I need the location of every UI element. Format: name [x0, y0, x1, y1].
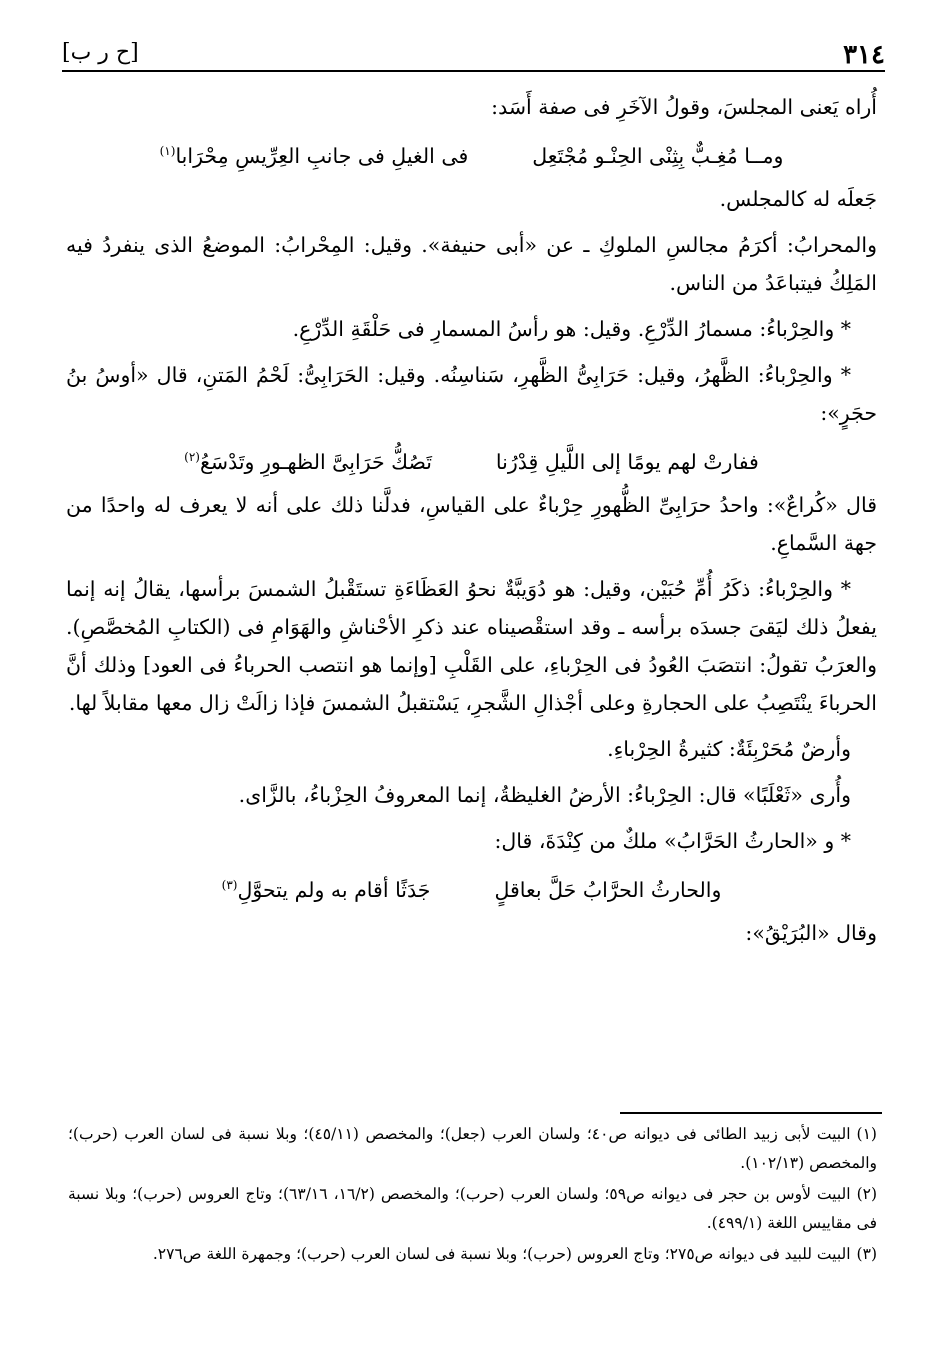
paragraph: وأرضٌ مُحَرْبِئَةٌ: كثيرةُ الحِرْباءِ.: [607, 737, 851, 761]
footnote-number: (٣): [856, 1245, 877, 1263]
paragraph: * والحِرْباءُ: مسمارُ الدِّرْعِ. وقيل: هو رأسُ المسمارِ فى حَلْقَةِ الدِّرْعِ.: [292, 317, 851, 341]
footnote: [68, 1240, 877, 1269]
verse-first-hemistich: ففارتْ لهم يومًا إلى اللَّيلِ قِدْرُنا: [495, 450, 759, 474]
verse-text: جَدَثًا أقام به ولم يتحوَّلِ: [237, 878, 431, 902]
verse-1: [66, 136, 877, 176]
verse-second-hemistich: [222, 870, 431, 910]
footnote-marker: (٣): [221, 878, 238, 893]
verse-text: فى الغيلِ فى جانبِ العِرِّيسِ مِحْرَابا: [175, 144, 469, 168]
header-rule: [62, 70, 885, 72]
paragraph: * والحِرْباءُ: الظَّهرُ، وقيل: حَرَابِىُّ الظَّهرِ، سَناسِنُه. وقيل: الحَرَابِىُّ: لَحْمُ المَتنِ، قال «أوسُ بنُ حجَرٍ»:: [66, 363, 877, 425]
page-header: [62, 38, 885, 74]
footnote: [68, 1120, 877, 1178]
paragraph: أُراه يَعنى المجلسَ، وقولُ الآخَرِ فى صفة أَسَد:: [491, 95, 877, 119]
footnote-rule: [620, 1112, 882, 1114]
footnote-number: (٢): [856, 1185, 878, 1203]
paragraph: وأُرى «ثَعْلَبًا» قال: الحِرْباءُ: الأرضُ الغليظةُ، إنما المعروفُ الحِزْباءُ، بالزَّاى.: [238, 783, 851, 807]
page-number: ٣١٤: [843, 40, 885, 70]
footnote-number: (١): [856, 1125, 877, 1143]
footnote-text: البيت لأوس بن حجر فى ديوانه ص٥٩؛ ولسان العرب (حرب)؛ والمخصص (١٦/٢، ٦٣/١٦)؛ وتاج العروس (حرب)؛ وبلا نسبة فى مقاييس اللغة (٤٩٩/١).: [68, 1185, 877, 1232]
main-text: [66, 88, 877, 952]
verse-first-hemistich: ومــا مُغِـبٌّ بِثِنْى الحِنْـو مُجْتَعِل: [532, 144, 784, 168]
verse-text: تَصُكُّ حَرَابِىَّ الظهـورِ وتَدْسَعُ: [199, 450, 432, 474]
verse-second-hemistich: [160, 136, 469, 176]
paragraph: جَعلَه له كالمجلس.: [719, 187, 877, 211]
paragraph: والمحرابُ: أكرَمُ مجالسِ الملوكِ ـ عن «أبى حنيفة». وقيل: المِحْرابُ: الموضعُ الذى ينفردُ فيه المَلِكُ فيتباعَدُ من الناس.: [66, 233, 877, 295]
paragraph: * والحِرْباءُ: ذكَرُ أُمِّ حُبَيْن، وقيل: هو دُوَيبَّةٌ نحوُ العَظَاءَةِ تستَقْبلُ الشمسَ برأسها، يقالُ إنه إنما يفعلُ ذلك ليَقىَ جسدَه برأسه ـ وقد استقْصيناه عند ذكرِ الأحْناشِ والهَوَامِ فى (الكتابِ المُخصَّصِ). والعرَبُ تقولُ: انتصَبَ العُودُ فى الحِرْباءِ، على القَلْبِ [وإنما هو انتصب الحرباءُ فى العود] وذلك أنَّ الحرباءَ ينْتَصِبُ على الحجارةِ وعلى أجْذالِ الشَّجرِ، يَسْتقبلُ الشمسَ فإذا زالَتْ زال معها مقابلاً لها.: [66, 577, 877, 715]
verse-second-hemistich: [184, 442, 432, 482]
paragraph: وقال «البُرَيْقُ»:: [745, 921, 877, 945]
root-label: [ح ر ب]: [62, 40, 139, 65]
verse-3: [66, 870, 877, 910]
footnote-marker: (١): [159, 144, 176, 159]
footnote-text: البيت لأبى زبيد الطائى فى ديوانه ص٤٠؛ ولسان العرب (جعل)؛ والمخصص (٤٥/١١)؛ وبلا نسبة فى لسان العرب (حرب)؛ والمخصص (١٠٢/١٣).: [68, 1125, 877, 1172]
footnotes: [68, 1120, 877, 1271]
footnote: [68, 1180, 877, 1238]
footnote-marker: (٢): [184, 450, 200, 465]
verse-first-hemistich: والحارثُ الحرَّابُ حَلَّ بعاقلٍ: [494, 878, 722, 902]
verse-2: [66, 442, 877, 482]
paragraph: * و «الحارثُ الحَرَّابُ» ملكٌ من كِنْدَةَ، قال:: [494, 829, 851, 853]
footnote-text: البيت للبيد فى ديوانه ص٢٧٥؛ وتاج العروس (حرب)؛ وبلا نسبة فى لسان العرب (حرب)؛ وجمهرة اللغة ص٢٧٦.: [152, 1245, 851, 1263]
paragraph: قال «كُراعٌ»: واحدُ حرَابِىِّ الظُّهورِ حِرْباءٌ على القياسِ، فدلَّنا ذلك على أنه لا يعرف له واحدًا من جهة السَّماعِ.: [66, 493, 877, 555]
